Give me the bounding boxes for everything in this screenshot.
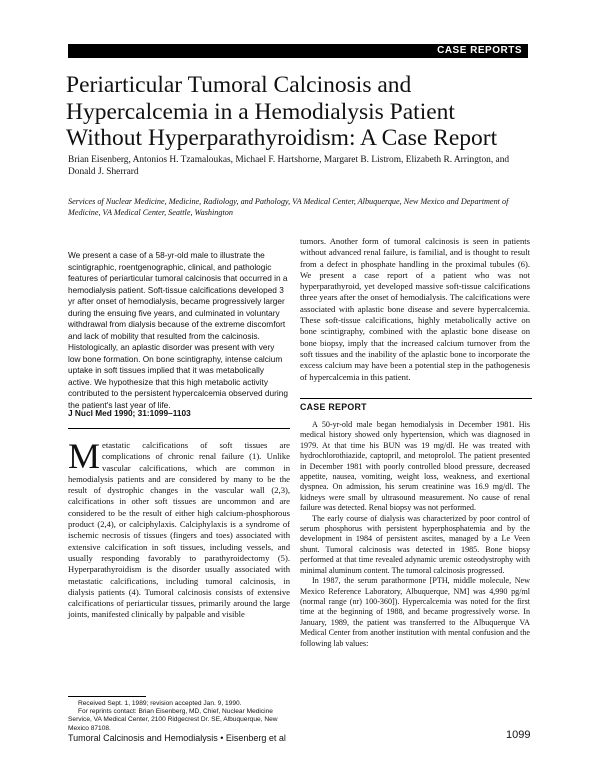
footnotes: [68, 700, 290, 733]
case-paragraph: In 1987, the serum parathormone [PTH, middle molecule, New Mexico Reference Laboratory, Albuquerque, NM] was 4,990 pg/ml (normal range (nr) 100-360]). Hypercalcemia was noted for the first time at the beginning of 1988, and became progressively worse. In January, 1989, the patient was transferred to the Albuquerque VA Medical Center from another institution with mental confusion and the following lab values:: [300, 576, 530, 648]
introduction-continued: tumors. Another form of tumoral calcinosis is seen in patients without advanced renal failure, is familial, and is thought to result from a defect in phosphate handling in the proximal tubules (6). We present a case report of a patient who was not hyperparathyroid, yet developed massive soft-tissue calcifications three years after the onset of hemodialysis. The calcifications were associated with aplastic bone disease and severe hypercalcemia. These soft-tissue calcifications, highly metabolically active on bone scintigraphy, combined with the aplastic bone disease on bone biopsy, imply that the increased calcium turnover from the soft tissues and the inability of the aplastic bone to incorporate the excess calcium may have been a potential step in the pathogenesis of hypercalcemia in this patient.: [300, 236, 530, 382]
case-paragraph: The early course of dialysis was characterized by poor control of serum phosphorus with persistent hyperphosphatemia and by the development in 1984 of persistent ascites, managed by a Le Veen shunt. Tumoral calcinosis was detected in 1985. Bone biopsy performed at that time revealed adynamic uremic osteodystrophy with minimal aluminum content. The tumoral calcinosis progressed.: [300, 513, 530, 575]
introduction-text: etastatic calcifications of soft tissues are complications of chronic renal failure (1). Unlike vascular calcifications, which are common in hemodialysis patients and are considered by many to be the result of dystrophic changes in the vascular wall (2,3), calcifications in other soft tissues are uncommon and are considered to be the result of either high calcium-phosphorous product (2,4), or calciphylaxis. Calciphylaxis is a syndrome of ischemic necrosis of tissues (fingers and toes) associated with extensive calcification in soft tissues, including vessels, and usually responding favorably to parathyroidectomy (5). Hyperparathyroidism is the disorder usually associated with metastatic calcifications, including tumoral calcinosis, in dialysis patients (4). Tumoral calcinosis consists of extensive calcifications of periarticular tissues, primarily around the large joints, manifested clinically by palpable and visible: [68, 440, 290, 620]
section-banner: [68, 44, 528, 58]
article-title: Periarticular Tumoral Calcinosis and Hypercalcemia in a Hemodialysis Patient Without Hyperparathyroidism: A Case Report: [66, 72, 498, 151]
case-report-divider: [300, 398, 532, 399]
footnote-divider: [68, 696, 146, 697]
author-affiliation: Services of Nuclear Medicine, Medicine, Radiology, and Pathology, VA Medical Center, Albuquerque, New Mexico and Department of Medicine, VA Medical Center, Seattle, Washington: [68, 197, 509, 217]
footnote-reprints: For reprints contact: Brian Eisenberg, MD, Chief, Nuclear Medicine Service, VA Medical Center, 2100 Ridgecrest Dr. SE, Albuquerque, New Mexico 87108.: [68, 708, 278, 732]
abstract-divider: [68, 428, 290, 429]
journal-citation: J Nucl Med 1990; 31:1099–1103: [68, 408, 191, 418]
introduction-paragraph: [68, 436, 290, 621]
drop-cap: M: [68, 436, 101, 476]
case-report-body: [300, 420, 530, 649]
footnote-received: Received Sept. 1, 1989; revision accepted Jan. 9, 1990.: [78, 700, 242, 707]
case-paragraph: A 50-yr-old male began hemodialysis in December 1981. His medical history showed only hypertension, which was diagnosed in 1979. At that time his BUN was 19 mg/dl. He was treated with hydrochlorothiazide, captopril, and metoprolol. The patient presented in December 1981 with poorly controlled blood pressure, decreased appetite, nausea, vomiting, weight loss, weakness, and exertional dyspnea. On admission, his serum creatinine was 16.9 mg/dl. The kidneys were small by ultrasound measurement. No cause of renal failure was detected. Renal biopsy was not performed.: [300, 420, 530, 513]
page-number: 1099: [506, 729, 531, 741]
section-label: CASE REPORTS: [437, 45, 522, 56]
running-footer-title: Tumoral Calcinosis and Hemodialysis • Eisenberg et al: [68, 733, 286, 743]
case-report-heading: CASE REPORT: [300, 402, 367, 412]
abstract: We present a case of a 58-yr-old male to illustrate the scintigraphic, roentgenographic, clinical, and pathologic features of periarticular tumoral calcinosis that occurred in a hemodialysis patient. Soft-tissue calcifications developed 3 yr after onset of hemodialysis, became progressively larger during the ensuing five years, and culminated in voluntary withdrawal from dialysis because of the extreme discomfort and lack of mobility that resulted from the calcinosis. Histologically, an aplastic disorder was present with very low bone formation. On bone scintigraphy, intense calcium uptake in soft tissues implied that it was metabolically active. We hypothesize that this high metabolic activity contributed to the persistent hypercalcemia observed during the patient's last year of life.: [68, 250, 288, 410]
author-list: Brian Eisenberg, Antonios H. Tzamaloukas, Michael F. Hartshorne, Margaret B. Listrom, Elizabeth R. Arrington, and Donald J. Sherrard: [68, 155, 510, 177]
